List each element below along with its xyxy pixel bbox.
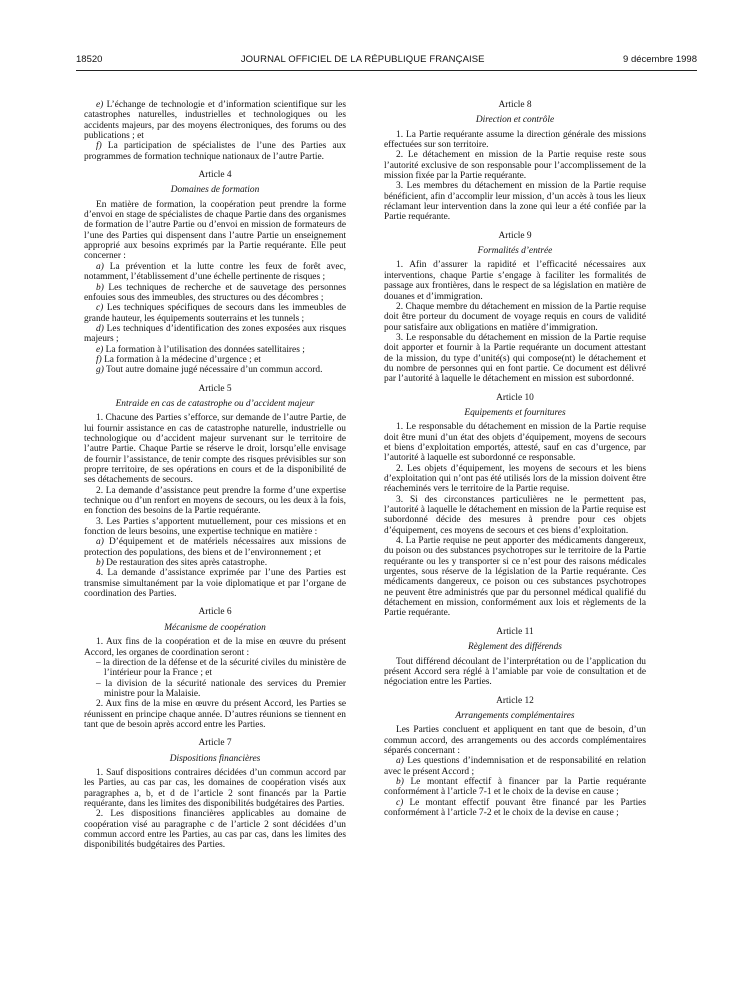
article-8-title: Article 8 [498, 100, 532, 110]
article-6-subtitle: Mécanisme de coopération [164, 622, 266, 633]
article-11-title: Article 11 [496, 626, 534, 637]
item-f: f) La participation de spécialistes de l’une des Parties aux programmes de formation technique nationaux de l’autre Partie. [84, 141, 346, 162]
paragraph: Les Parties concluent et appliquent en tant que de besoin, d’un commun accord, des arrangements ou des accords complémentaires séparés concernant : [384, 725, 646, 756]
paragraph: 2. Le détachement en mission de la Partie requise reste sous l’autorité exclusive de son responsable pour l’accomplissement de la mission fixée par la Partie requérante. [384, 150, 646, 182]
paragraph: 2. Chaque membre du détachement en mission de la Partie requise doit être porteur du document de voyage requis en cours de validité pour satisfaire aux obligations en matière d’immigration. [384, 301, 646, 333]
list-item: b) Les techniques de recherche et de sauvetage des personnes enfouies sous des immeubles, des structures ou des décombres ; [84, 282, 346, 303]
paragraph: 3. Le responsable du détachement en mission de la Partie requise doit apporter et fournir à la Partie requérante un document attestant de la mission, du type d’unité(s) qui compose(nt) le détachement et du nombre de personnes qui en font partie. Ce document est délivré par l’autorité à laquelle le détachement en mission est subordonné. [384, 332, 646, 385]
paragraph: 2. Les dispositions financières applicables au domaine de coopération visé au paragraphe c de l’article 2 sont décidées d’un commun accord entre les Parties, au cas par cas, dans les limites des disponibilités budgétaires des Parties. [84, 809, 346, 851]
article-7-title: Article 7 [198, 738, 232, 749]
paragraph: 3. Si des circonstances particulières ne le permettent pas, l’autorité à laquelle le détachement en mission de la Partie requise est subordonné décide des mesures à prendre pour ces objets d’équipement, ces moyens de secours et ces biens d’exploitation. [384, 494, 646, 536]
article-8-subtitle: Direction et contrôle [475, 115, 555, 126]
right-column [384, 100, 646, 818]
article-5-subtitle: Entraide en cas de catastrophe ou d’accident majeur [115, 398, 315, 409]
journal-title: JOURNAL OFFICIEL DE LA RÉPUBLIQUE FRANÇAISE [240, 54, 485, 65]
paragraph: 1. Sauf dispositions contraires décidées d’un commun accord par les Parties, au cas par cas, les domaines de coopération visés aux paragraphes a, b, et d de l’article 2 sont financés par la Partie requérante, dans les limites des disponibilités budgétaires des Parties. [84, 767, 346, 809]
paragraph: 1. Aux fins de la coopération et de la mise en œuvre du présent Accord, les organes de coordination seront : [84, 637, 346, 658]
list-item: a) D’équipement et de matériels nécessaires aux missions de protection des populations, des biens et de l’environnement ; et [84, 537, 346, 558]
article-10-title: Article 10 [496, 392, 534, 403]
page-header [76, 54, 697, 70]
article-10-subtitle: Equipements et fournitures [464, 407, 566, 418]
article-4-title: Article 4 [198, 170, 232, 181]
paragraph: 2. Les objets d’équipement, les moyens de secours et les biens d’exploitation qui n’ont pas été utilisés lors de la mission doivent être réacheminés vers le territoire de la Partie requise. [384, 463, 646, 495]
paragraph: 2. La demande d’assistance peut prendre la forme d’une expertise technique ou d’un renfort en moyens de secours, ou les deux à la fois, en fonction des besoins de la Partie requérante. [84, 485, 346, 517]
issue-date: 9 décembre 1998 [623, 54, 697, 65]
paragraph: En matière de formation, la coopération peut prendre la forme d’envoi en stage de spécialistes de chaque Partie dans des organismes de formation de l’autre Partie ou d’envoi en mission de formateurs de l’une des Parties qui dispensent dans l’autre Partie un enseignement approprié aux besoins exprimés par la Partie requérante. Elle peut concerner : [84, 199, 346, 262]
article-4-subtitle: Domaines de formation [170, 185, 260, 196]
paragraph: 2. Aux fins de la mise en œuvre du présent Accord, les Parties se réunissent en principe chaque année. D’autres réunions se tiennent en tant que de besoin après accord entre les Parties. [84, 699, 346, 730]
article-11-subtitle: Règlement des différends [468, 642, 562, 653]
paragraph: Tout différend découlant de l’interprétation ou de l’application du présent Accord sera réglé à l’amiable par voie de consultation et de négociation entre les Parties. [384, 656, 646, 688]
paragraph: 1. Chacune des Parties s’efforce, sur demande de l’autre Partie, de lui fournir assistance en cas de catastrophe naturelle, industrielle ou technologique ou d’accident majeur survenant sur le territoire de l’autre Partie. Chaque Partie se réserve le droit, lorsqu’elle envisage de fournir l’assistance, de tenir compte des risques prévisibles sur son propre territoire, de ses opérations en cours et de la disponibilité de ses détachements de secours. [84, 413, 346, 486]
paragraph: 3. Les membres du détachement en mission de la Partie requise bénéficient, afin d’accomplir leur mission, d’un accès à tous les lieux réclamant leur intervention dans la zone qui leur a été confiée par la Partie requérante. [384, 181, 646, 223]
list-item: a) La prévention et la lutte contre les feux de forêt avec, notamment, l’établissement d’une échelle pertinente de risques ; [84, 261, 346, 283]
list-item: d) Les techniques d’identification des zones exposées aux risques majeurs ; [84, 323, 346, 345]
dash-item: – la division de la sécurité nationale des services du Premier ministre pour la Malaisie. [96, 678, 346, 699]
page-number: 18520 [76, 54, 103, 65]
article-12-title: Article 12 [496, 695, 534, 706]
paragraph: 1. Le responsable du détachement en mission de la Partie requise doit être muni d’un état des objets d’équipement, moyens de secours et biens d’exploitation emportés, attesté, sauf en cas d’urgence, par l’autorité à laquelle est subordonné ce responsable. [384, 422, 646, 464]
list-item: b) Le montant effectif à financer par la Partie requérante conformément à l’article 7-1 et le choix de la devise en cause ; [384, 776, 646, 798]
article-6-title: Article 6 [198, 607, 232, 618]
header-rule [76, 70, 697, 71]
paragraph: 4. La demande d’assistance exprimée par l’une des Parties est transmise simultanément par la voie diplomatique et par l’organe de coordination des Parties. [84, 568, 346, 600]
paragraph: 1. La Partie requérante assume la direction générale des missions effectuées sur son territoire. [384, 129, 646, 151]
list-item: a) Les questions d’indemnisation et de responsabilité en relation avec le présent Accord ; [384, 756, 646, 777]
paragraph: 3. Les Parties s’apportent mutuellement, pour ces missions et en fonction de leurs besoins, une expertise technique en matière : [84, 516, 346, 538]
list-item: b) De restauration des sites après catastrophe. [96, 558, 268, 569]
left-column [84, 100, 346, 851]
dash-item: – la direction de la défense et de la sécurité civiles du ministère de l’intérieur pour la France ; et [96, 657, 346, 679]
item-e: e) L’échange de technologie et d’information scientifique sur les catastrophes naturelles, industrielles et technologiques ou les accidents majeurs, par des moyens électroniques, des forums ou des publications ; et [84, 100, 346, 142]
article-12-subtitle: Arrangements complémentaires [455, 710, 575, 721]
article-7-subtitle: Dispositions financières [169, 753, 261, 764]
list-item: f) La formation à la médecine d’urgence ; et [96, 354, 261, 365]
article-5-title: Article 5 [198, 383, 232, 394]
paragraph: 4. La Partie requise ne peut apporter des médicaments dangereux, du poison ou des substances psychotropes sur le territoire de la Partie requérante ou les y transporter si ce n’est pour des raisons médicales urgentes, sous réserve de la législation de la Partie requérante. Ces médicaments dangereux, ce poison ou ces substances psychotropes ne peuvent être administrés que par du personnel médical qualifié du détachement en mission, conformément aux lois et règlements de la Partie requérante. [384, 536, 646, 619]
list-item: c) Les techniques spécifiques de secours dans les immeubles de grande hauteur, les équipements souterrains et les tunnels ; [84, 303, 346, 324]
paragraph: 1. Afin d’assurer la rapidité et l’efficacité nécessaires aux interventions, chaque Partie s’engage à faciliter les formalités de passage aux frontières, dans le respect de sa législation en matière de douanes et d’immigration. [384, 260, 646, 302]
article-9-subtitle: Formalités d’entrée [477, 246, 553, 257]
article-9-title: Article 9 [498, 230, 532, 241]
list-item: c) Le montant effectif pouvant être financé par les Parties conformément à l’article 7-2 et le choix de la devise en cause ; [384, 797, 646, 818]
list-item: g) Tout autre domaine jugé nécessaire d’un commun accord. [96, 365, 323, 376]
list-item: e) La formation à l’utilisation des données satellitaires ; [96, 344, 305, 355]
